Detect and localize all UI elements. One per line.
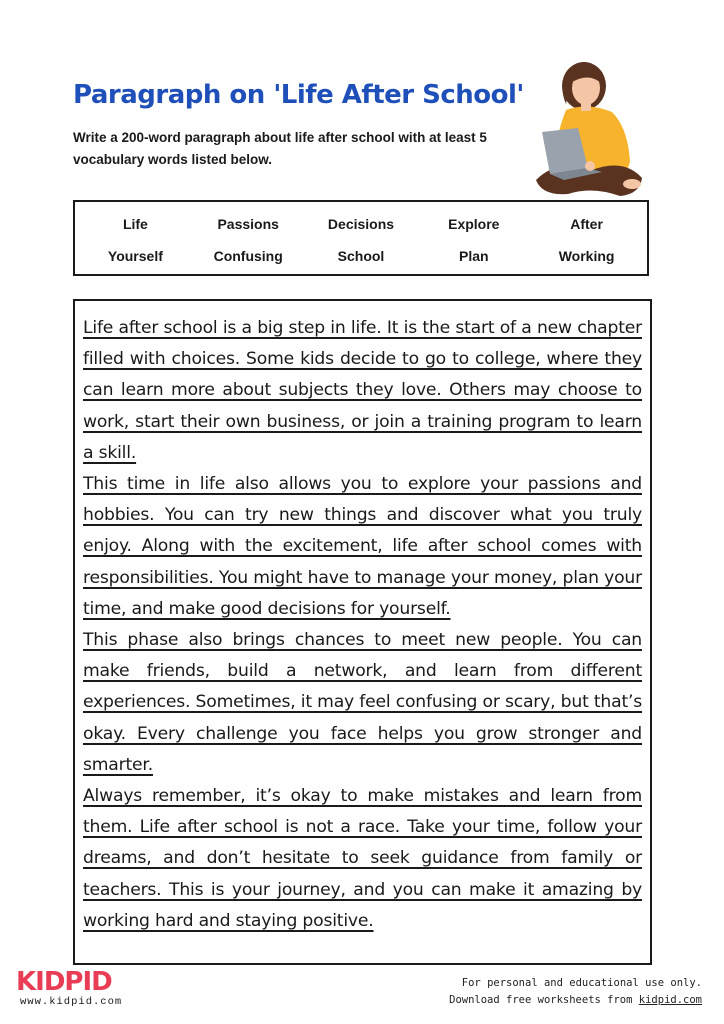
worksheet-title: Paragraph on 'Life After School'	[73, 80, 524, 110]
hand	[585, 161, 595, 171]
vocab-word: Yourself	[107, 248, 163, 264]
essay-box	[73, 299, 652, 965]
vocab-word: After	[570, 216, 603, 232]
footer-download-line	[449, 992, 702, 1009]
footer-link[interactable]: kidpid.com	[638, 994, 702, 1006]
foot	[623, 179, 641, 189]
footer-usage-line: For personal and educational use only.	[461, 977, 702, 989]
vocab-word: Explore	[448, 216, 500, 232]
girl-with-laptop-illustration	[528, 58, 648, 200]
essay-paragraph: Always remember, it’s okay to make mistakes and learn from them. Life after school is not a race. Take your time, follow your dreams, and don’t hesitate to seek guidance from family or teachers. This is your journey, and you can make it amazing by working hard and staying positive.	[83, 786, 642, 931]
footer-note	[449, 975, 702, 1009]
worksheet-instructions: Write a 200-word paragraph about life after school with at least 5 vocabulary words listed below.	[73, 130, 487, 167]
vocab-word: Confusing	[213, 248, 283, 264]
logo-wordmark	[16, 968, 122, 996]
footer-download-text: Download free worksheets from	[449, 994, 633, 1006]
vocab-word: School	[337, 248, 385, 264]
logo-text: KIDPID	[16, 967, 112, 997]
kidpid-logo	[16, 968, 122, 1008]
vocab-word: Life	[122, 216, 148, 232]
vocab-word: Working	[558, 248, 615, 264]
logo-url: www.kidpid.com	[20, 996, 123, 1008]
vocab-word: Passions	[217, 216, 279, 232]
vocab-word: Plan	[459, 248, 489, 264]
essay-paragraph: Life after school is a big step in life. It is the start of a new chapter filled with choices. Some kids decide to go to college, where they can learn more about subjects they love. Others may choose to work, start their own business, or join a training program to learn a skill.	[83, 318, 642, 463]
vocabulary-box	[73, 200, 649, 276]
essay-paragraph: This phase also brings chances to meet new people. You can make friends, build a network, and learn from different experiences. Sometimes, it may feel confusing or scary, but that’s okay. Every challenge you face helps you grow stronger and smarter.	[83, 630, 642, 775]
essay-paragraph: This time in life also allows you to explore your passions and hobbies. You can try new things and discover what you truly enjoy. Along with the excitement, life after school comes with responsibilities. You might have to manage your money, plan your time, and make good decisions for yourself.	[83, 474, 642, 619]
neck	[581, 102, 591, 111]
vocab-word: Decisions	[327, 216, 395, 232]
